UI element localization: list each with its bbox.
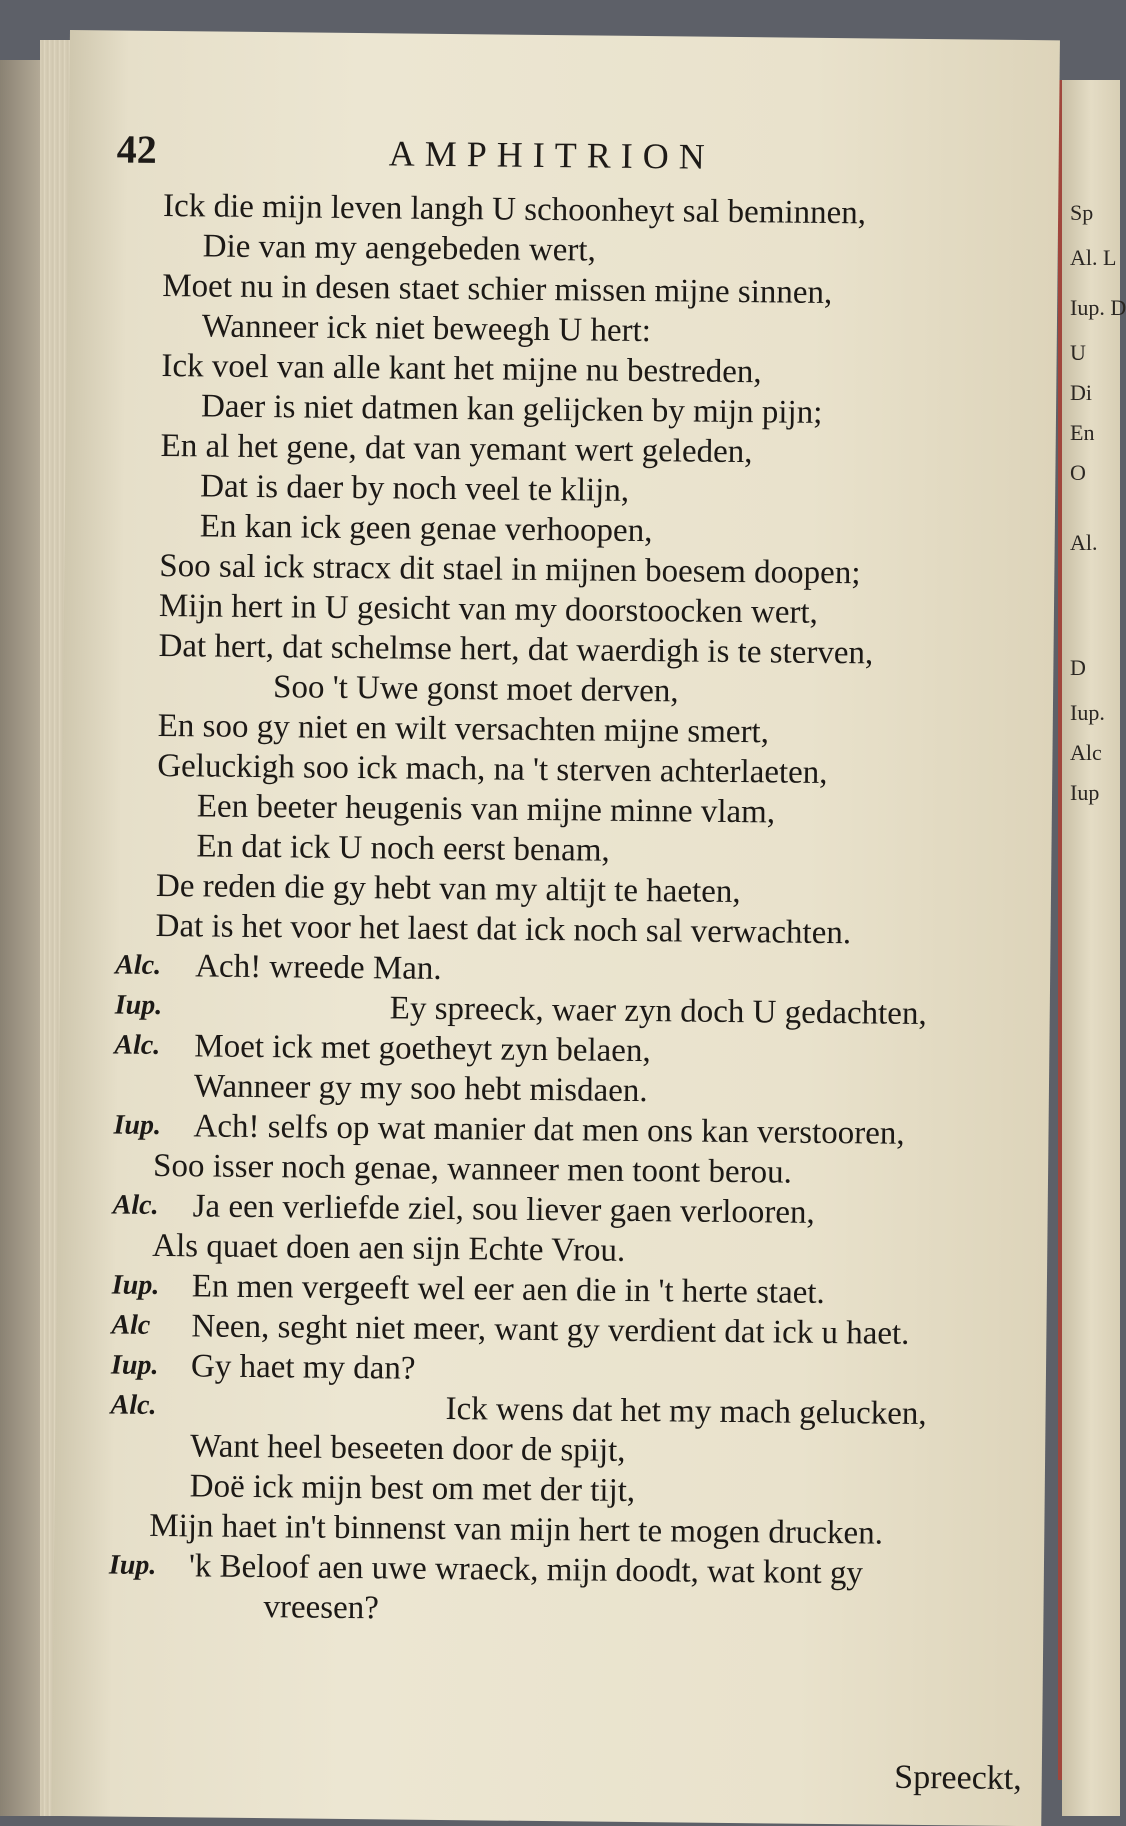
verse-line: Soo isser noch genae, wanneer men toont berou.: [152, 1147, 792, 1191]
speaker-label: Iup.: [110, 1349, 159, 1381]
verse-line: Want heel beseeten door de spijt,: [189, 1428, 626, 1469]
verse-line: Wanneer gy my soo hebt misdaen.: [193, 1068, 648, 1110]
speaker-label: Alc.: [115, 949, 162, 982]
verse-line: Ey spreeck, waer zyn doch U gedachten,: [389, 990, 927, 1033]
verse-line: 'k Beloof aen uwe wraeck, mijn doodt, wat kont gy: [188, 1548, 864, 1592]
verse-line: Ick die mijn leven langh U schoonheyt sal beminnen,: [162, 187, 867, 232]
speaker-label: Alc: [111, 1309, 151, 1341]
verse-line: Ach! selfs op wat manier dat men ons kan verstooren,: [193, 1108, 905, 1152]
verse-line: Mijn hert in U gesicht van my doorstoocken wert,: [158, 587, 819, 631]
speaker-label: Alc.: [112, 1189, 159, 1221]
facing-page-fragment: Iup. D: [1070, 295, 1126, 320]
verse-line: En dat ick U noch eerst benam,: [196, 828, 610, 869]
facing-page-fragment: O: [1070, 460, 1086, 485]
page-number: 42: [116, 126, 157, 172]
verse-line: Ach! wreede Man.: [195, 948, 442, 987]
verse-line: Een beeter heugenis van mijne minne vlam,: [196, 788, 776, 831]
verse-line: Geluckigh soo ick mach, na 't sterven achterlaeten,: [157, 747, 828, 791]
catchword: Spreeckt,: [894, 1758, 1022, 1798]
verse-line: Soo 't Uwe gonst moet derven,: [272, 669, 679, 710]
facing-page-fragment: Sp: [1070, 200, 1094, 225]
verse-line: Die van my aengebeden wert,: [202, 228, 597, 269]
verse-line: vreesen?: [263, 1589, 380, 1627]
speaker-label: Iup.: [111, 1269, 160, 1302]
verse-line: En soo gy niet en wilt versachten mijne smert,: [157, 707, 770, 751]
verse-line: En men vergeeft wel eer aen die in 't herte staet.: [191, 1268, 825, 1311]
verse-line: Mijn haet in't binnenst van mijn hert te mogen drucken.: [149, 1507, 884, 1552]
facing-page-fragment: En: [1070, 420, 1095, 445]
facing-page-fragment: Alc: [1070, 740, 1102, 765]
verse-line: Doë ick mijn best om met der tijt,: [189, 1468, 636, 1509]
facing-page-fragment: Iup: [1070, 780, 1100, 805]
running-title: AMPHITRION: [388, 133, 715, 177]
facing-page-fragment: Al.: [1070, 530, 1098, 555]
verse-line: Als quaet doen aen sijn Echte Vrou.: [152, 1227, 626, 1269]
page-header: [68, 125, 1059, 195]
facing-page-fragment: D: [1070, 655, 1086, 680]
verse-line: Wanneer ick niet beweegh U hert:: [201, 308, 652, 350]
facing-page-fragment: Di: [1070, 380, 1092, 405]
facing-page: [1062, 80, 1126, 1816]
speaker-label: Iup.: [113, 1109, 162, 1142]
verse-line: Ick wens dat het my mach gelucken,: [445, 1391, 927, 1433]
verse-line: Dat hert, dat schelmse hert, dat waerdigh is te sterven,: [158, 627, 874, 672]
speaker-label: Iup.: [108, 1549, 157, 1581]
verse-line: Ick voel van alle kant het mijne nu bestreden,: [161, 347, 762, 391]
verse-line: Dat is daer by noch veel te klijn,: [200, 468, 630, 509]
verse-line: Moet ick met goetheyt zyn belaen,: [194, 1028, 651, 1070]
verse-line: Gy haet my dan?: [190, 1348, 416, 1387]
verse-line: En kan ick geen genae verhoopen,: [199, 508, 653, 550]
verse-line: Dat is het voor het laest dat ick noch sal verwachten.: [155, 907, 852, 952]
verse-line: De reden die gy hebt van my altijt te haeten,: [155, 867, 741, 911]
facing-page-fragment: Al. L: [1070, 245, 1117, 270]
speaker-label: Alc.: [110, 1389, 157, 1421]
verse-line: En al het gene, dat van yemant wert geleden,: [160, 427, 753, 471]
speaker-label: Iup.: [114, 989, 163, 1022]
speaker-label: Alc.: [114, 1029, 161, 1061]
verse-line: Moet nu in desen staet schier missen mijne sinnen,: [162, 267, 833, 311]
book-page: [51, 30, 1060, 1826]
verse-line: Neen, seght niet meer, want gy verdient dat ick u haet.: [191, 1308, 910, 1352]
verse-line: Soo sal ick stracx dit stael in mijnen boesem doopen;: [159, 547, 861, 592]
facing-page-fragment: Iup.: [1070, 700, 1105, 725]
verse-line: Daer is niet datmen kan gelijcken by mijn pijn;: [200, 388, 823, 431]
facing-page-fragment: U: [1070, 340, 1086, 365]
verse-line: Ja een verliefde ziel, sou liever gaen verlooren,: [192, 1188, 815, 1231]
